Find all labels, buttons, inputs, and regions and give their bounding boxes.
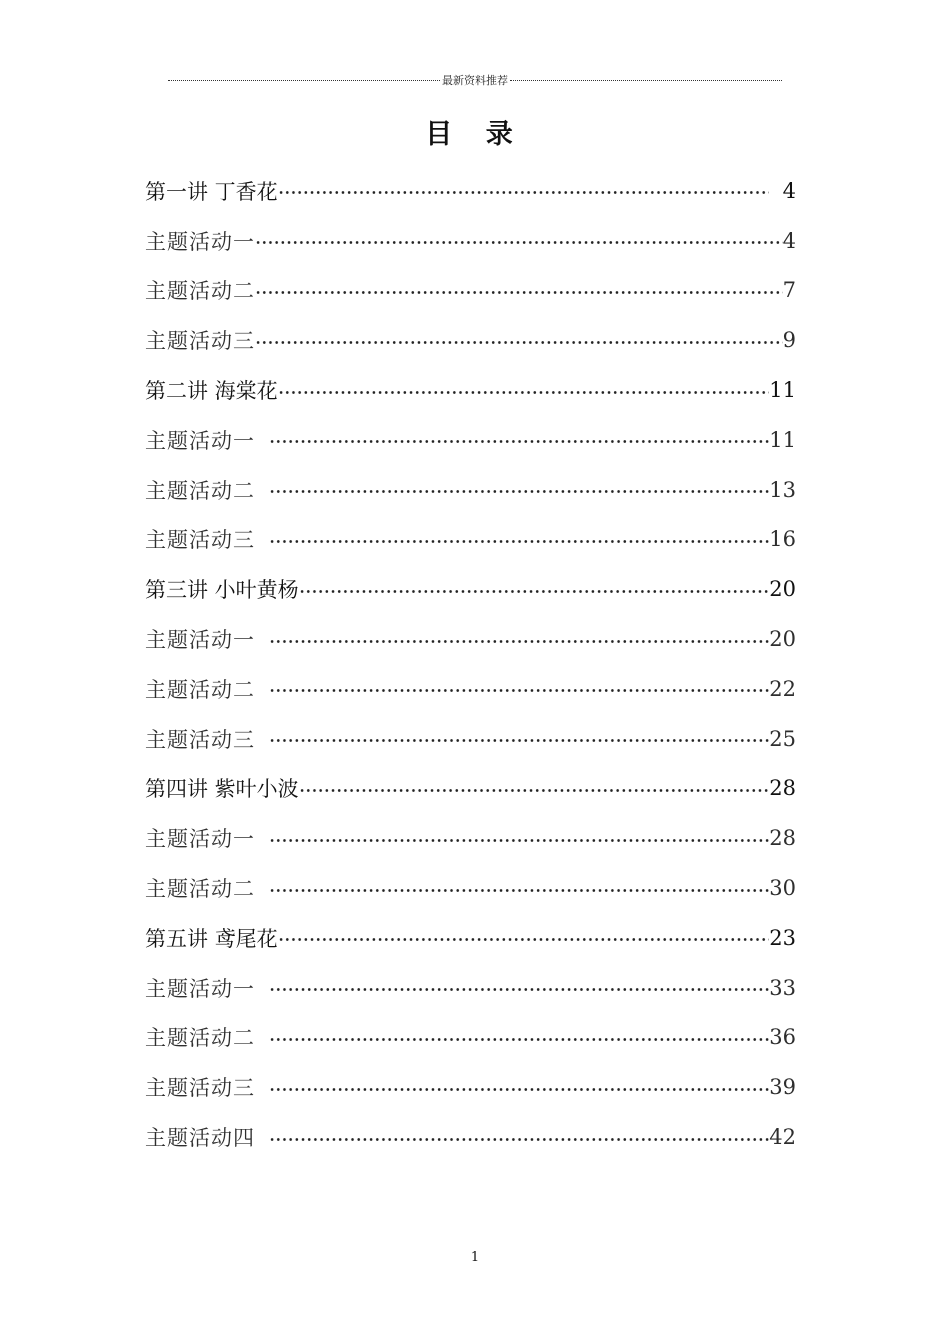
toc-entry-page-number: 28 bbox=[769, 826, 796, 851]
toc-dot-leader bbox=[299, 789, 770, 792]
header-left-dots bbox=[168, 80, 440, 81]
toc-activity-entry[interactable] bbox=[145, 1013, 796, 1063]
toc-dot-leader bbox=[255, 341, 783, 344]
toc-entry-title: 第三讲 小叶黄杨 bbox=[145, 578, 299, 603]
toc-activity-entry[interactable] bbox=[145, 963, 796, 1013]
toc-entry-title: 主题活动二 bbox=[145, 478, 255, 503]
toc-dot-leader bbox=[269, 1138, 769, 1141]
toc-entry-title: 第二讲 海棠花 bbox=[145, 379, 278, 404]
toc-activity-entry[interactable] bbox=[145, 1062, 796, 1112]
toc-entry-page-number: 11 bbox=[769, 378, 796, 403]
toc-entry-title: 第五讲 鸢尾花 bbox=[145, 926, 278, 951]
toc-entry-title: 主题活动一 bbox=[145, 628, 255, 653]
toc-dot-leader bbox=[269, 889, 769, 892]
toc-entry-title: 主题活动四 bbox=[145, 1126, 255, 1151]
toc-entry-page-number: 4 bbox=[782, 178, 796, 203]
toc-entry-title: 主题活动三 bbox=[145, 1076, 255, 1101]
toc-dot-leader bbox=[269, 440, 769, 443]
header-label: 最新资料推荐 bbox=[442, 74, 508, 87]
toc-entry-title: 主题活动二 bbox=[145, 1026, 255, 1051]
toc-entry-title: 主题活动一 bbox=[145, 827, 255, 852]
toc-entry-page-number: 7 bbox=[782, 278, 796, 303]
toc-entry-title: 主题活动三 bbox=[145, 528, 255, 553]
toc-lecture-entry[interactable] bbox=[145, 564, 796, 614]
toc-dot-leader bbox=[255, 291, 783, 294]
toc-activity-entry[interactable] bbox=[145, 714, 796, 764]
toc-entry-title: 第四讲 紫叶小波 bbox=[145, 777, 299, 802]
toc-dot-leader bbox=[269, 839, 769, 842]
toc-entry-page-number: 30 bbox=[769, 876, 796, 901]
toc-dot-leader bbox=[278, 938, 770, 941]
toc-entry-page-number: 9 bbox=[782, 328, 796, 353]
toc-entry-page-number: 42 bbox=[769, 1125, 796, 1150]
toc-entry-title: 主题活动二 bbox=[145, 279, 255, 304]
page-number: 1 bbox=[470, 1250, 480, 1265]
toc-lecture-entry[interactable] bbox=[145, 166, 796, 216]
toc-entry-title: 主题活动一 bbox=[145, 428, 255, 453]
toc-activity-entry[interactable] bbox=[145, 465, 796, 515]
toc-dot-leader bbox=[269, 540, 769, 543]
toc-dot-leader bbox=[269, 689, 769, 692]
toc-entry-title: 主题活动二 bbox=[145, 877, 255, 902]
toc-entry-page-number: 28 bbox=[769, 776, 796, 801]
toc-entry-title: 主题活动一 bbox=[145, 976, 255, 1001]
toc-activity-entry[interactable] bbox=[145, 614, 796, 664]
toc-entry-page-number: 16 bbox=[769, 527, 796, 552]
table-of-contents bbox=[145, 166, 796, 1162]
toc-entry-title: 主题活动三 bbox=[145, 727, 255, 752]
toc-entry-page-number: 20 bbox=[769, 627, 796, 652]
toc-entry-title: 主题活动二 bbox=[145, 677, 255, 702]
toc-dot-leader bbox=[278, 191, 769, 194]
toc-entry-title: 第一讲 丁香花 bbox=[145, 179, 278, 204]
toc-entry-page-number: 11 bbox=[769, 427, 796, 452]
toc-entry-page-number: 4 bbox=[782, 228, 796, 253]
toc-dot-leader bbox=[269, 739, 769, 742]
toc-activity-entry[interactable] bbox=[145, 813, 796, 863]
toc-entry-page-number: 39 bbox=[769, 1075, 796, 1100]
toc-entry-page-number: 20 bbox=[769, 577, 796, 602]
toc-dot-leader bbox=[269, 490, 769, 493]
toc-dot-leader bbox=[269, 1088, 769, 1091]
toc-dot-leader bbox=[278, 391, 770, 394]
toc-entry-page-number: 36 bbox=[769, 1025, 796, 1050]
toc-dot-leader bbox=[299, 590, 770, 593]
toc-activity-entry[interactable] bbox=[145, 415, 796, 465]
toc-entry-title: 主题活动一 bbox=[145, 229, 255, 254]
toc-entry-page-number: 25 bbox=[769, 726, 796, 751]
toc-entry-page-number: 13 bbox=[769, 477, 796, 502]
toc-entry-page-number: 23 bbox=[769, 925, 796, 950]
toc-activity-entry[interactable] bbox=[145, 515, 796, 565]
toc-dot-leader bbox=[269, 988, 769, 991]
toc-entry-page-number: 22 bbox=[769, 676, 796, 701]
toc-lecture-entry[interactable] bbox=[145, 913, 796, 963]
toc-activity-entry[interactable] bbox=[145, 216, 796, 266]
toc-entry-title: 主题活动三 bbox=[145, 329, 255, 354]
page-header bbox=[168, 72, 782, 88]
toc-activity-entry[interactable] bbox=[145, 664, 796, 714]
toc-activity-entry[interactable] bbox=[145, 1112, 796, 1162]
toc-activity-entry[interactable] bbox=[145, 863, 796, 913]
header-right-dots bbox=[510, 80, 782, 81]
toc-entry-page-number: 33 bbox=[769, 975, 796, 1000]
page-title: 目 录 bbox=[425, 119, 525, 150]
toc-dot-leader bbox=[269, 1038, 769, 1041]
toc-lecture-entry[interactable] bbox=[145, 365, 796, 415]
toc-activity-entry[interactable] bbox=[145, 266, 796, 316]
toc-lecture-entry[interactable] bbox=[145, 764, 796, 814]
toc-dot-leader bbox=[269, 640, 769, 643]
toc-dot-leader bbox=[255, 241, 783, 244]
toc-activity-entry[interactable] bbox=[145, 315, 796, 365]
